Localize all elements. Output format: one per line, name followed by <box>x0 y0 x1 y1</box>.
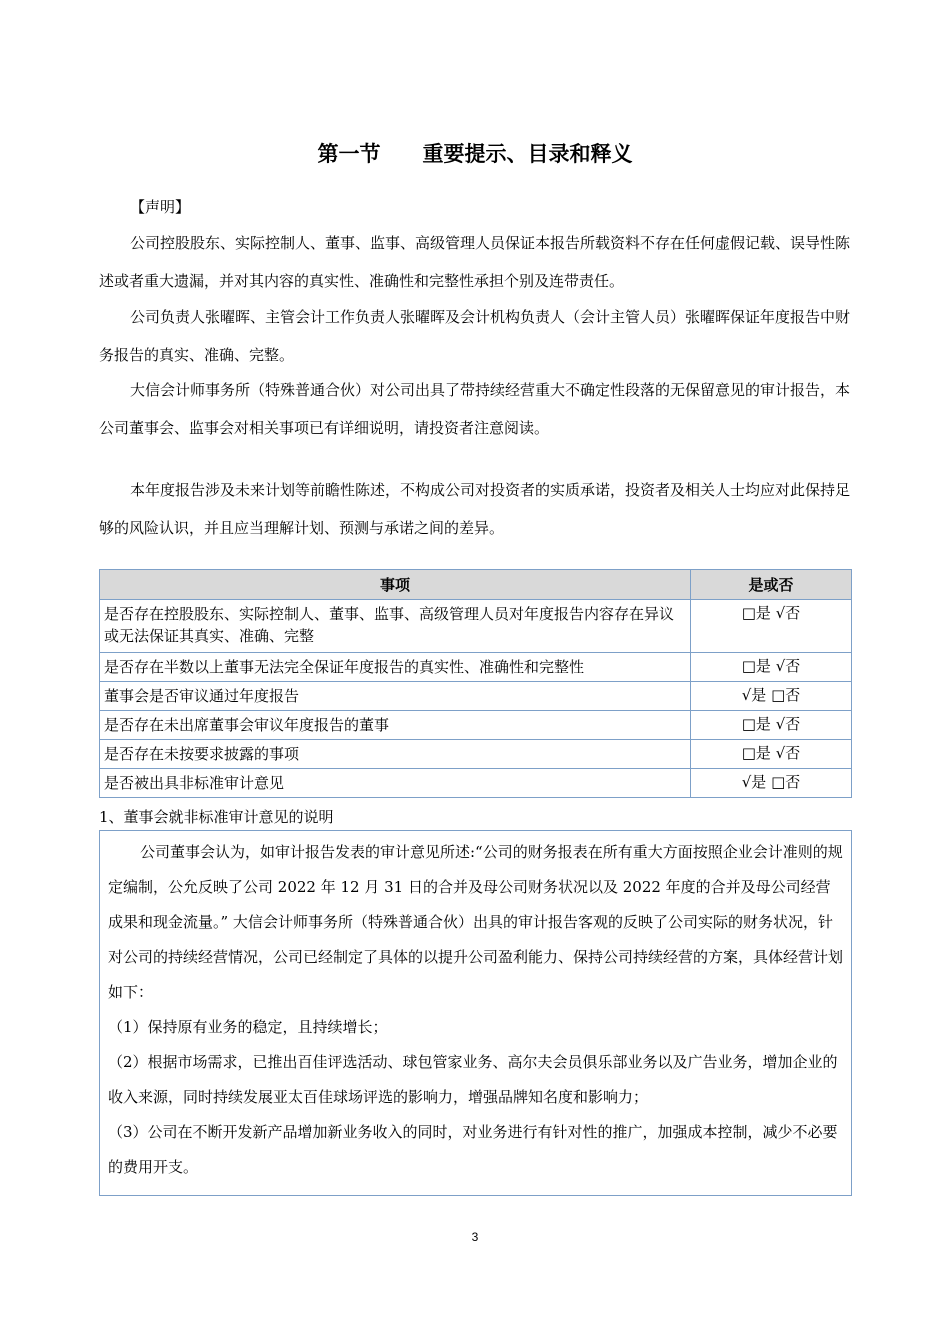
declaration-label: 【声明】 <box>130 198 191 216</box>
page-title: 第一节 重要提示、目录和释义 <box>317 142 633 166</box>
table-row <box>100 600 852 653</box>
table-cell-item: 是否存在未出席董事会审议年度报告的董事 <box>100 711 691 740</box>
table-cell-answer: □是 √否 <box>691 600 852 653</box>
table-cell-item: 是否被出具非标准审计意见 <box>100 769 691 798</box>
table-cell-answer: □是 √否 <box>691 740 852 769</box>
table-row <box>100 740 852 769</box>
table-row <box>100 769 852 798</box>
column-header-answer: 是或否 <box>691 570 852 600</box>
table-cell-item: 是否存在半数以上董事无法完全保证年度报告的真实性、准确性和完整性 <box>100 653 691 682</box>
board-explanation-heading: 1、董事会就非标准审计意见的说明 <box>99 808 334 826</box>
table-row <box>100 653 852 682</box>
table-cell-answer: √是 □否 <box>691 682 852 711</box>
statement-paragraph-3: 大信会计师事务所（特殊普通合伙）对公司出具了带持续经营重大不确定性段落的无保留意见的审计报告，本公司董事会、监事会对相关事项已有详细说明，请投资者注意阅读。 <box>99 381 851 437</box>
table-cell-item: 是否存在未按要求披露的事项 <box>100 740 691 769</box>
statement-paragraph-2: 公司负责人张曜晖、主管会计工作负责人张曜晖及会计机构负责人（会计主管人员）张曜晖保证年度报告中财务报告的真实、准确、完整。 <box>99 308 851 364</box>
table-cell-item: 董事会是否审议通过年度报告 <box>100 682 691 711</box>
table-cell-answer: √是 □否 <box>691 769 852 798</box>
table-header-row <box>100 570 852 600</box>
plan-item-2: （2）根据市场需求，已推出百佳评选活动、球包管家业务、高尔夫会员俱乐部业务以及广告业务，增加企业的收入来源，同时持续发展亚太百佳球场评选的影响力，增强品牌知名度和影响力； <box>108 1053 838 1106</box>
statement-paragraph-1: 公司控股股东、实际控制人、董事、监事、高级管理人员保证本报告所载资料不存在任何虚假记载、误导性陈述或者重大遗漏，并对其内容的真实性、准确性和完整性承担个别及连带责任。 <box>99 234 851 290</box>
matters-table <box>99 569 852 798</box>
table-cell-item: 是否存在控股股东、实际控制人、董事、监事、高级管理人员对年度报告内容存在异议或无法保证其真实、准确、完整 <box>100 600 691 653</box>
board-explanation-box <box>99 830 852 1196</box>
table-row <box>100 682 852 711</box>
table-cell-answer: □是 √否 <box>691 711 852 740</box>
column-header-item: 事项 <box>100 570 691 600</box>
plan-item-3: （3）公司在不断开发新产品增加新业务收入的同时，对业务进行有针对性的推广，加强成本控制，减少不必要的费用开支。 <box>108 1123 838 1176</box>
page-number: 3 <box>471 1230 479 1244</box>
forward-looking-paragraph: 本年度报告涉及未来计划等前瞻性陈述，不构成公司对投资者的实质承诺，投资者及相关人士均应对此保持足够的风险认识，并且应当理解计划、预测与承诺之间的差异。 <box>99 481 851 537</box>
board-explanation-intro: 公司董事会认为，如审计报告发表的审计意见所述:“公司的财务报表在所有重大方面按照企业会计准则的规定编制，公允反映了公司 2022 年 12 月 31 日的合并及母公司财务状况以及 2022 年度的合并及母公司经营成果和现金流量。” 大信会计师事务所（特殊普通合伙）出具的审计报告客观的反映了公司实际的财务状况，针对公司的持续经营情况，公司已经制定了具体的以提升公司盈利能力、保持公司持续经营的方案，具体经营计划如下： <box>108 843 844 1001</box>
table-row <box>100 711 852 740</box>
table-cell-answer: □是 √否 <box>691 653 852 682</box>
plan-item-1: （1）保持原有业务的稳定，且持续增长； <box>108 1018 388 1036</box>
